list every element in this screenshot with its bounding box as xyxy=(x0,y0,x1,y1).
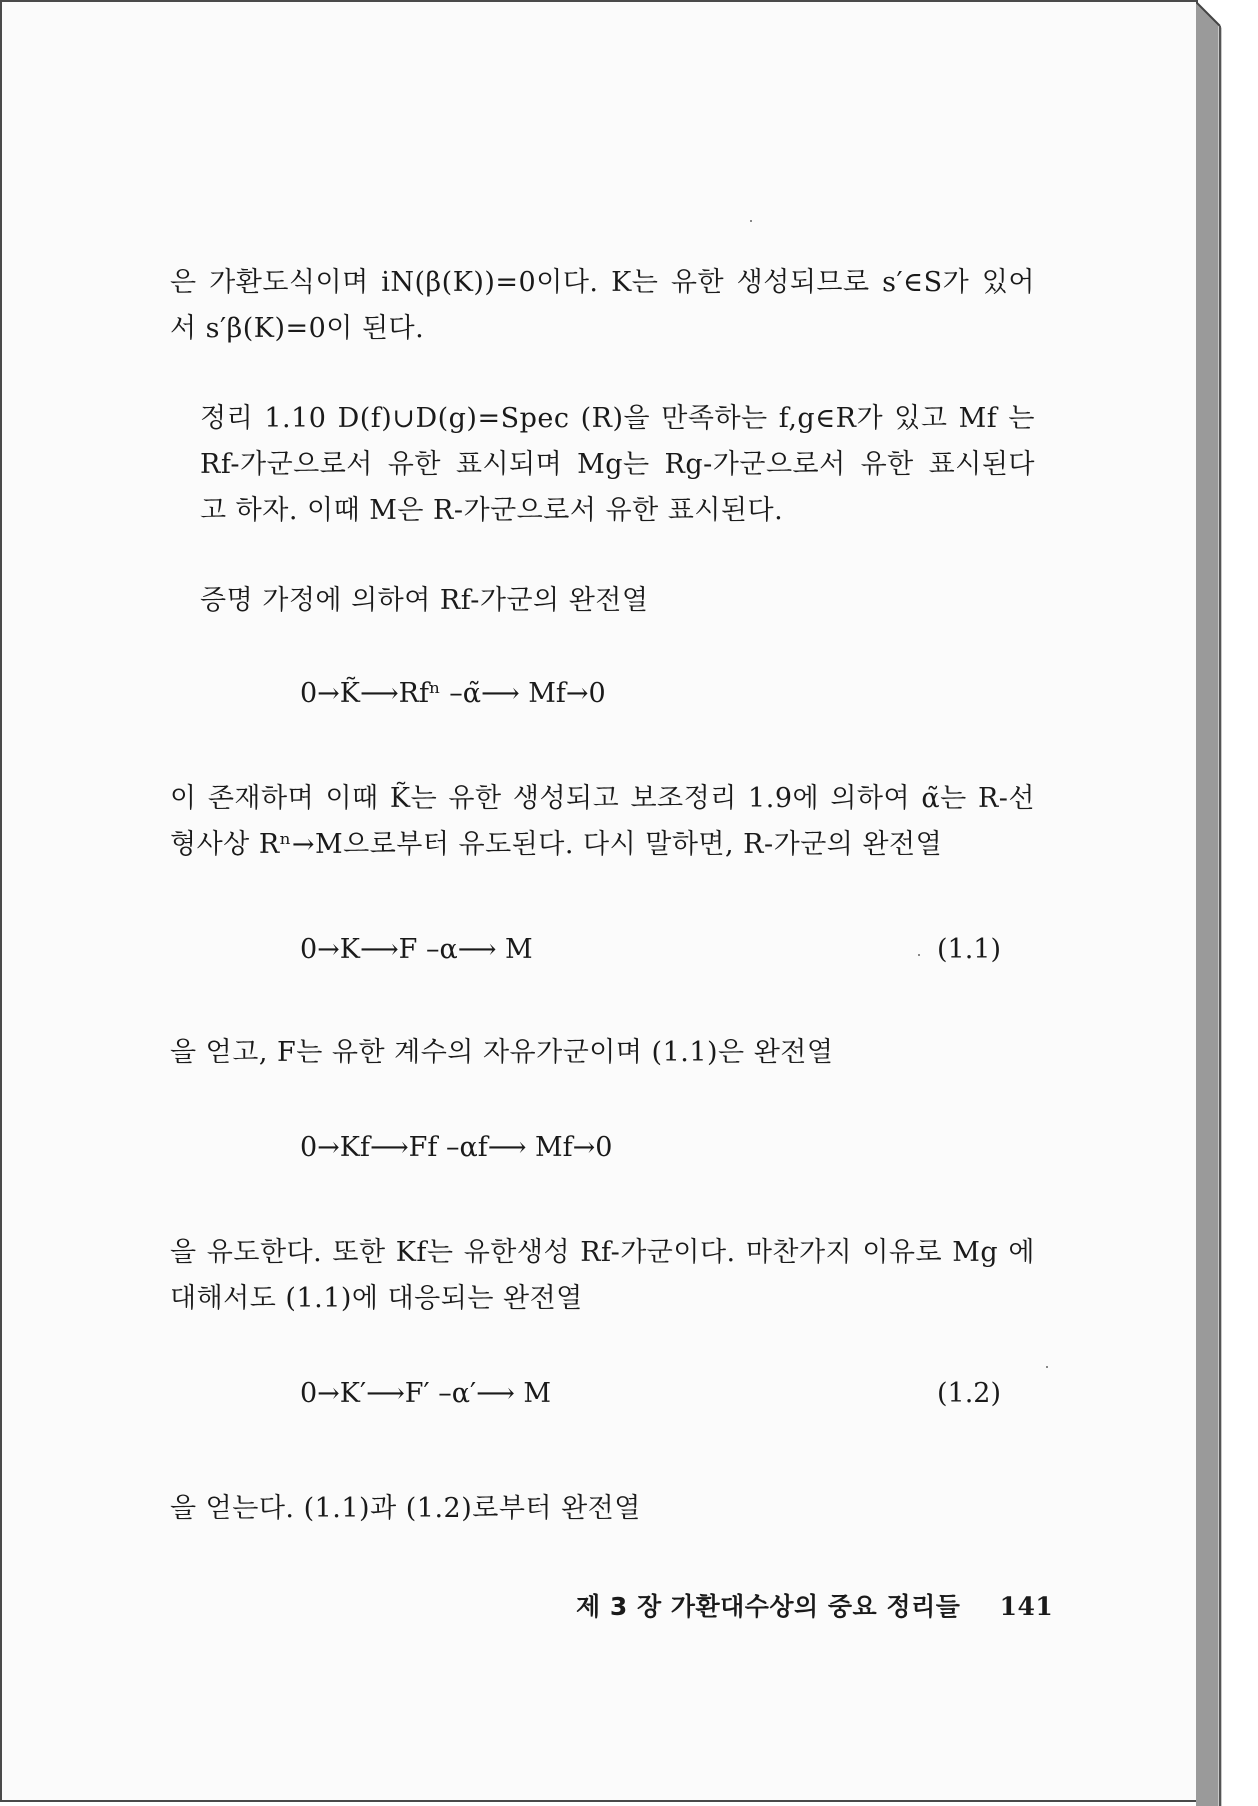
paragraph-after-eq2: 을 얻고, F는 유한 계수의 자유가군이며 (1.1)은 완전열 xyxy=(170,1037,834,1068)
page-number: 141 xyxy=(999,1592,1054,1621)
chapter-title: 제 3 장 가환대수상의 중요 정리들 xyxy=(576,1592,961,1621)
equation-1 xyxy=(170,678,1035,728)
equation-text: 0→K̃⟶Rfⁿ –α̃⟶ Mf→0 xyxy=(300,678,606,709)
equation-number: (1.1) xyxy=(936,934,1001,965)
paragraph-after-eq1: 이 존재하며 이때 K̃는 유한 생성되고 보조정리 1.9에 의하여 α̃는 R-선형사상 Rⁿ→M으로부터 유도된다. 다시 말하면, R-가군의 완전열 xyxy=(170,783,1035,860)
equation-text: 0→K⟶F –α⟶ M xyxy=(300,934,533,965)
equation-number: (1.2) xyxy=(936,1378,1001,1409)
equation-text: 0→Kf⟶Ff –αf⟶ Mf→0 xyxy=(300,1132,613,1163)
text-body xyxy=(170,260,1035,1532)
speck xyxy=(918,954,920,956)
page-footer xyxy=(576,1587,1053,1623)
equation-2 xyxy=(170,934,1035,984)
paragraph-intro: 은 가환도식이며 iN(β(K))=0이다. K는 유한 생성되므로 s′∈S가 있어 서 s′β(K)=0이 된다. xyxy=(170,267,1035,344)
equation-4 xyxy=(170,1378,1035,1428)
equation-3 xyxy=(170,1132,1035,1182)
speck xyxy=(750,220,752,222)
theorem-1-10: 정리 1.10 D(f)∪D(g)=Spec (R)을 만족하는 f,g∈R가 있고 Mf 는 Rf-가군으로서 유한 표시되며 Mg는 Rg-가군으로서 유한 표시된다 고 하자. 이때 M은 R-가군으로서 유한 표시된다. xyxy=(200,403,1035,526)
proof-start: 증명 가정에 의하여 Rf-가군의 완전열 xyxy=(200,585,649,616)
equation-text: 0→K′⟶F′ –α′⟶ M xyxy=(300,1378,552,1409)
paragraph-after-eq3: 을 유도한다. 또한 Kf는 유한생성 Rf-가군이다. 마찬가지 이유로 Mg 에 대해서도 (1.1)에 대응되는 완전열 xyxy=(170,1237,1035,1314)
paragraph-after-eq4: 을 얻는다. (1.1)과 (1.2)로부터 완전열 xyxy=(170,1493,641,1524)
page-edge-shape xyxy=(1196,0,1256,1806)
page-stack-edge xyxy=(1196,0,1256,1806)
speck xyxy=(1046,1366,1048,1368)
